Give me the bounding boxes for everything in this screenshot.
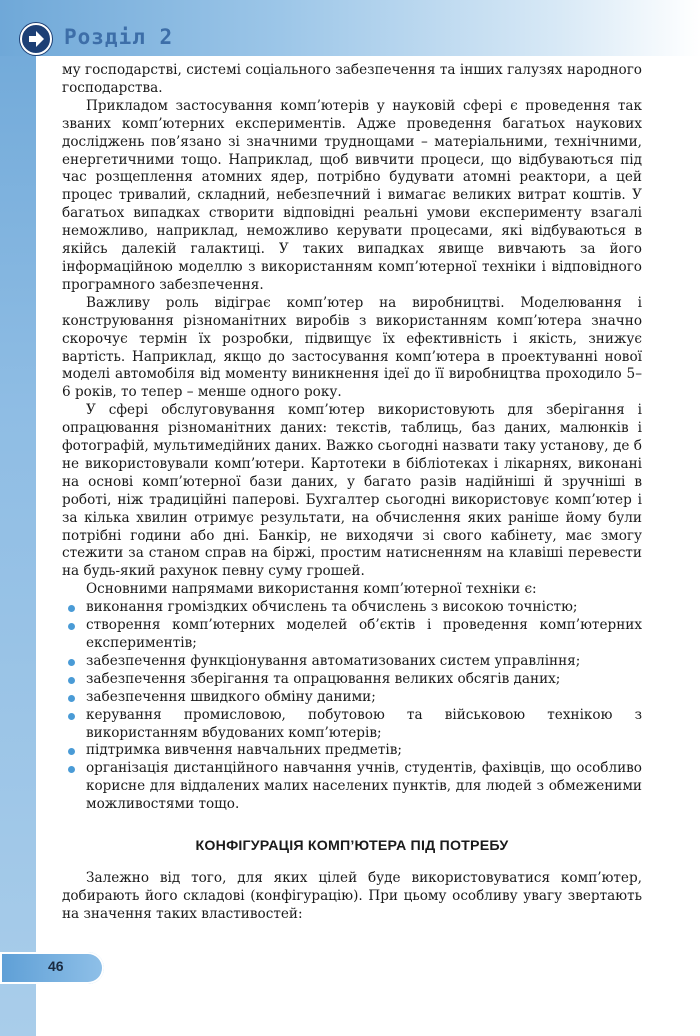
list-item: забезпечення швидкого обміну даними; xyxy=(62,689,642,707)
bullet-icon xyxy=(68,623,75,630)
arrow-right-icon xyxy=(20,23,52,55)
list-item: створення комп’ютерних моделей об’єктів і проведення комп’ютерних експериментів; xyxy=(62,617,642,653)
paragraph: Залежно від того, для яких цілей буде використовуватися комп’ютер, добирають його складові (конфігурацію). При цьому особливу увагу звертають на значення таких властивостей: xyxy=(62,869,642,922)
list-item: виконання громіздких обчислень та обчислень з високою точністю; xyxy=(62,599,642,617)
bullet-icon xyxy=(68,748,75,755)
bullet-icon xyxy=(68,605,75,612)
section-heading: КОНФІГУРАЦІЯ КОМП’ЮТЕРА ПІД ПОТРЕБУ xyxy=(195,838,509,855)
bullet-icon xyxy=(68,766,75,773)
chapter-title: Розділ 2 xyxy=(64,25,174,49)
bullet-icon xyxy=(68,713,75,720)
list-item: забезпечення зберігання та опрацювання великих обсягів даних; xyxy=(62,671,642,689)
left-margin-band xyxy=(0,0,36,1036)
page-number: 46 xyxy=(48,958,64,974)
bullet-icon xyxy=(68,695,75,702)
list-item: забезпечення функціонування автоматизованих систем управління; xyxy=(62,653,642,671)
list-intro: Основними напрямами використання комп’ютерної техніки є: xyxy=(86,581,537,598)
bullet-icon xyxy=(68,659,75,666)
bullet-icon xyxy=(68,677,75,684)
list-item: організація дистанційного навчання учнів, студентів, фахівців, що особливо корисне для віддалених малих населених пунктів, для людей з обмеженими можливостями тощо. xyxy=(62,760,642,814)
paragraph: Прикладом застосування комп’ютерів у науковій сфері є проведення так званих комп’ютерних експериментів. Адже проведення багатьох наукових досліджень пов’язано зі значними труднощами – матеріальними, технічними, енергетичними тощо. Наприклад, щоб вивчити процеси, що відбуваються під час розщеплення атомних ядер, потрібно будувати атомні реактори, а цей процес тривалий, складний, небезпечний і вимагає великих витрат коштів. У багатьох випадках створити відповідні реальні умови експерименту взагалі неможливо, наприклад, неможливо керувати процесами, які відбуваються в якійсь далекій галактиці. У таких випадках явище вивчають за його інформаційною моделлю з використанням комп’ютерної техніки і відповідного програмного забезпечення. xyxy=(62,97,642,293)
list-item: керування промисловою, побутовою та військовою технікою з використанням вбудованих комп’ютерів; xyxy=(62,707,642,743)
paragraph: му господарстві, системі соціального забезпечення та інших галузях народного господарства. xyxy=(62,62,642,96)
bullet-list xyxy=(62,599,642,814)
paragraph: Важливу роль відіграє комп’ютер на виробництві. Моделювання і конструювання різноманітних виробів з використанням комп’ютера значно скорочує термін їх розробки, підвищує їх ефективність і якість, знижує вартість. Наприклад, якщо до застосування комп’ютера в проектуванні нової моделі автомобіля від моменту виникнення ідеї до її виробництва проходило 5–6 років, то тепер – менше одного року. xyxy=(62,294,642,401)
page-body xyxy=(62,62,642,924)
paragraph: У сфері обслуговування комп’ютер використовують для зберігання і опрацювання різноманітних даних: текстів, таблиць, баз даних, малюнків і фотографій, мультимедійних даних. Важко сьогодні назвати таку установу, де б не використовували комп’ютери. Картотеки в бібліотеках і лікарнях, виконані на основі комп’ютерної бази даних, у багато разів надійніші й зручніші в роботі, ніж традиційні паперові. Бухгалтер сьогодні використовує комп’ютер і за кілька хвилин отримує результати, на обчислення яких раніше йому були потрібні години або дні. Банкір, не виходячи зі свого кабінету, має змогу стежити за станом справ на біржі, простим натисненням на клавіші перевести на будь-який рахунок певну суму грошей. xyxy=(62,402,642,580)
list-item: підтримка вивчення навчальних предметів; xyxy=(62,742,642,760)
